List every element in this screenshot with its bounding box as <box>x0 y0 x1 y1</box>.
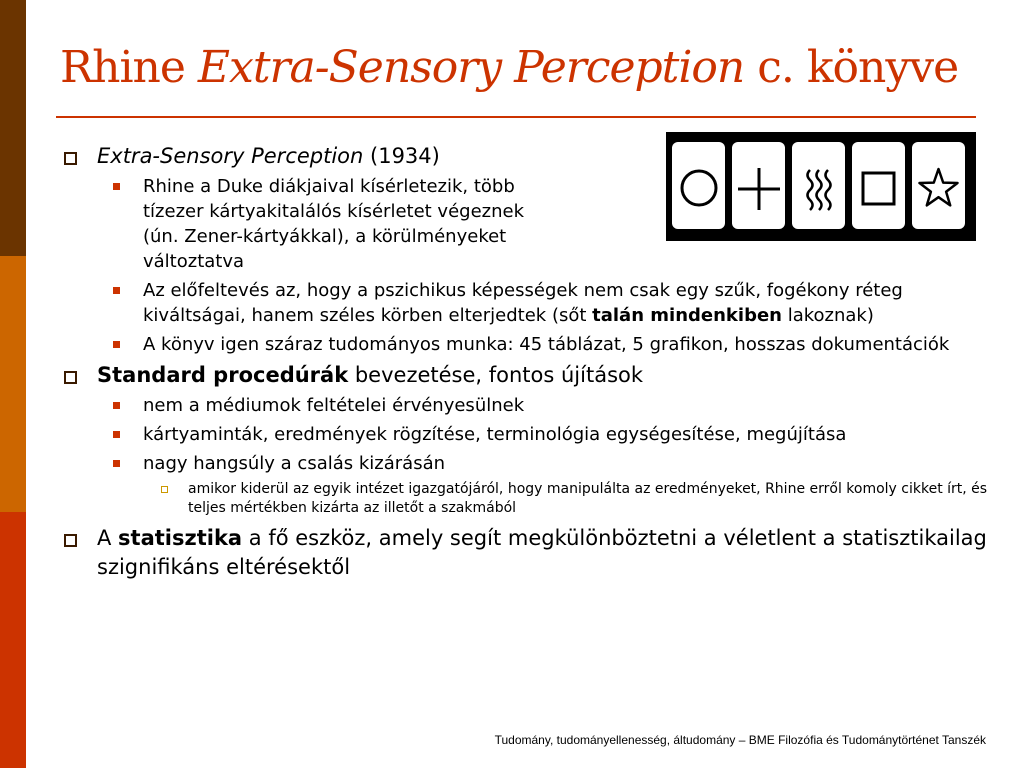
statistics-bold: statisztika <box>118 526 243 550</box>
experiments-line-3: (ún. Zener-kártyákkal), a körülményeket <box>143 226 507 247</box>
hollow-square-bullet-icon <box>64 371 77 384</box>
square-bullet-icon <box>113 341 120 348</box>
small-hollow-square-bullet-icon <box>161 486 168 493</box>
book-title-text: Extra-Sensory Perception <box>97 144 364 168</box>
sub-bullet-mediums <box>60 393 990 418</box>
standard-procedures-bold: Standard procedúrák <box>97 363 349 387</box>
fraud-text: nagy hangsúly a csalás kizárásán <box>143 453 446 474</box>
square-bullet-icon <box>113 460 120 467</box>
standard-procedures-rest: bevezetése, fontos újítások <box>348 363 644 387</box>
title-part-1: Rhine <box>60 42 198 93</box>
experiments-line-1: Rhine a Duke diákjaival kísérletezik, több <box>143 176 515 197</box>
slide-title <box>60 42 958 93</box>
experiments-line-4: változtatva <box>143 251 245 272</box>
mediums-text: nem a médiumok feltételei érvényesülnek <box>143 395 525 416</box>
sidebar-block-bottom <box>0 512 26 768</box>
square-bullet-icon <box>113 431 120 438</box>
statistics-rest: a fő eszköz, amely segít megkülönböztetni a véletlent a statisztikailag szignifikáns eltérésektől <box>97 526 987 579</box>
assumption-text: Az előfeltevés az, hogy a pszichikus képességek nem csak egy szűk, fogékony réteg kiváltságai, hanem széles körben elterjedtek (sőt <box>143 280 903 326</box>
director-text: amikor kiderül az egyik intézet igazgatójáról, hogy manipulálta az eredményeket, Rhine erről komoly cikket írt, és teljes mértékben kizárta az illetőt a szakmából <box>188 481 988 516</box>
bullet-standard-procedures <box>60 361 990 390</box>
bullet-statistics <box>60 524 990 582</box>
title-part-2: c. könyve <box>744 42 959 93</box>
sub-bullet-experiments <box>60 174 990 274</box>
experiments-line-2: tízezer kártyakitalálós kísérletet végeznek <box>143 201 525 222</box>
square-bullet-icon <box>113 287 120 294</box>
title-divider <box>56 116 976 118</box>
slide-footer: Tudomány, tudományellenesség, áltudomány – BME Filozófia és Tudománytörténet Tanszék <box>494 733 986 747</box>
title-book-name: Extra-Sensory Perception <box>197 42 745 93</box>
sidebar-block-top <box>0 0 26 256</box>
assumption-end: lakoznak) <box>781 305 874 326</box>
hollow-square-bullet-icon <box>64 152 77 165</box>
sub-bullet-dry-book <box>60 332 990 357</box>
sidebar-block-middle <box>0 256 26 512</box>
square-bullet-icon <box>113 402 120 409</box>
hollow-square-bullet-icon <box>64 534 77 547</box>
sub-bullet-card-patterns <box>60 422 990 447</box>
bullet-book <box>60 142 990 171</box>
sub-bullet-assumption <box>60 278 990 328</box>
book-year-text: (1934) <box>363 144 440 168</box>
slide-body <box>60 142 990 585</box>
sidebar-stripe <box>0 0 26 768</box>
sub-bullet-fraud <box>60 451 990 476</box>
sub-sub-bullet-director <box>60 480 990 518</box>
card-patterns-text: kártyaminták, eredmények rögzítése, terminológia egységesítése, megújítása <box>143 424 847 445</box>
square-bullet-icon <box>113 183 120 190</box>
dry-book-text: A könyv igen száraz tudományos munka: 45 táblázat, 5 grafikon, hosszas dokumentációk <box>143 334 950 355</box>
assumption-emphasis: talán mindenkiben <box>592 305 782 326</box>
statistics-prefix: A <box>97 526 119 550</box>
